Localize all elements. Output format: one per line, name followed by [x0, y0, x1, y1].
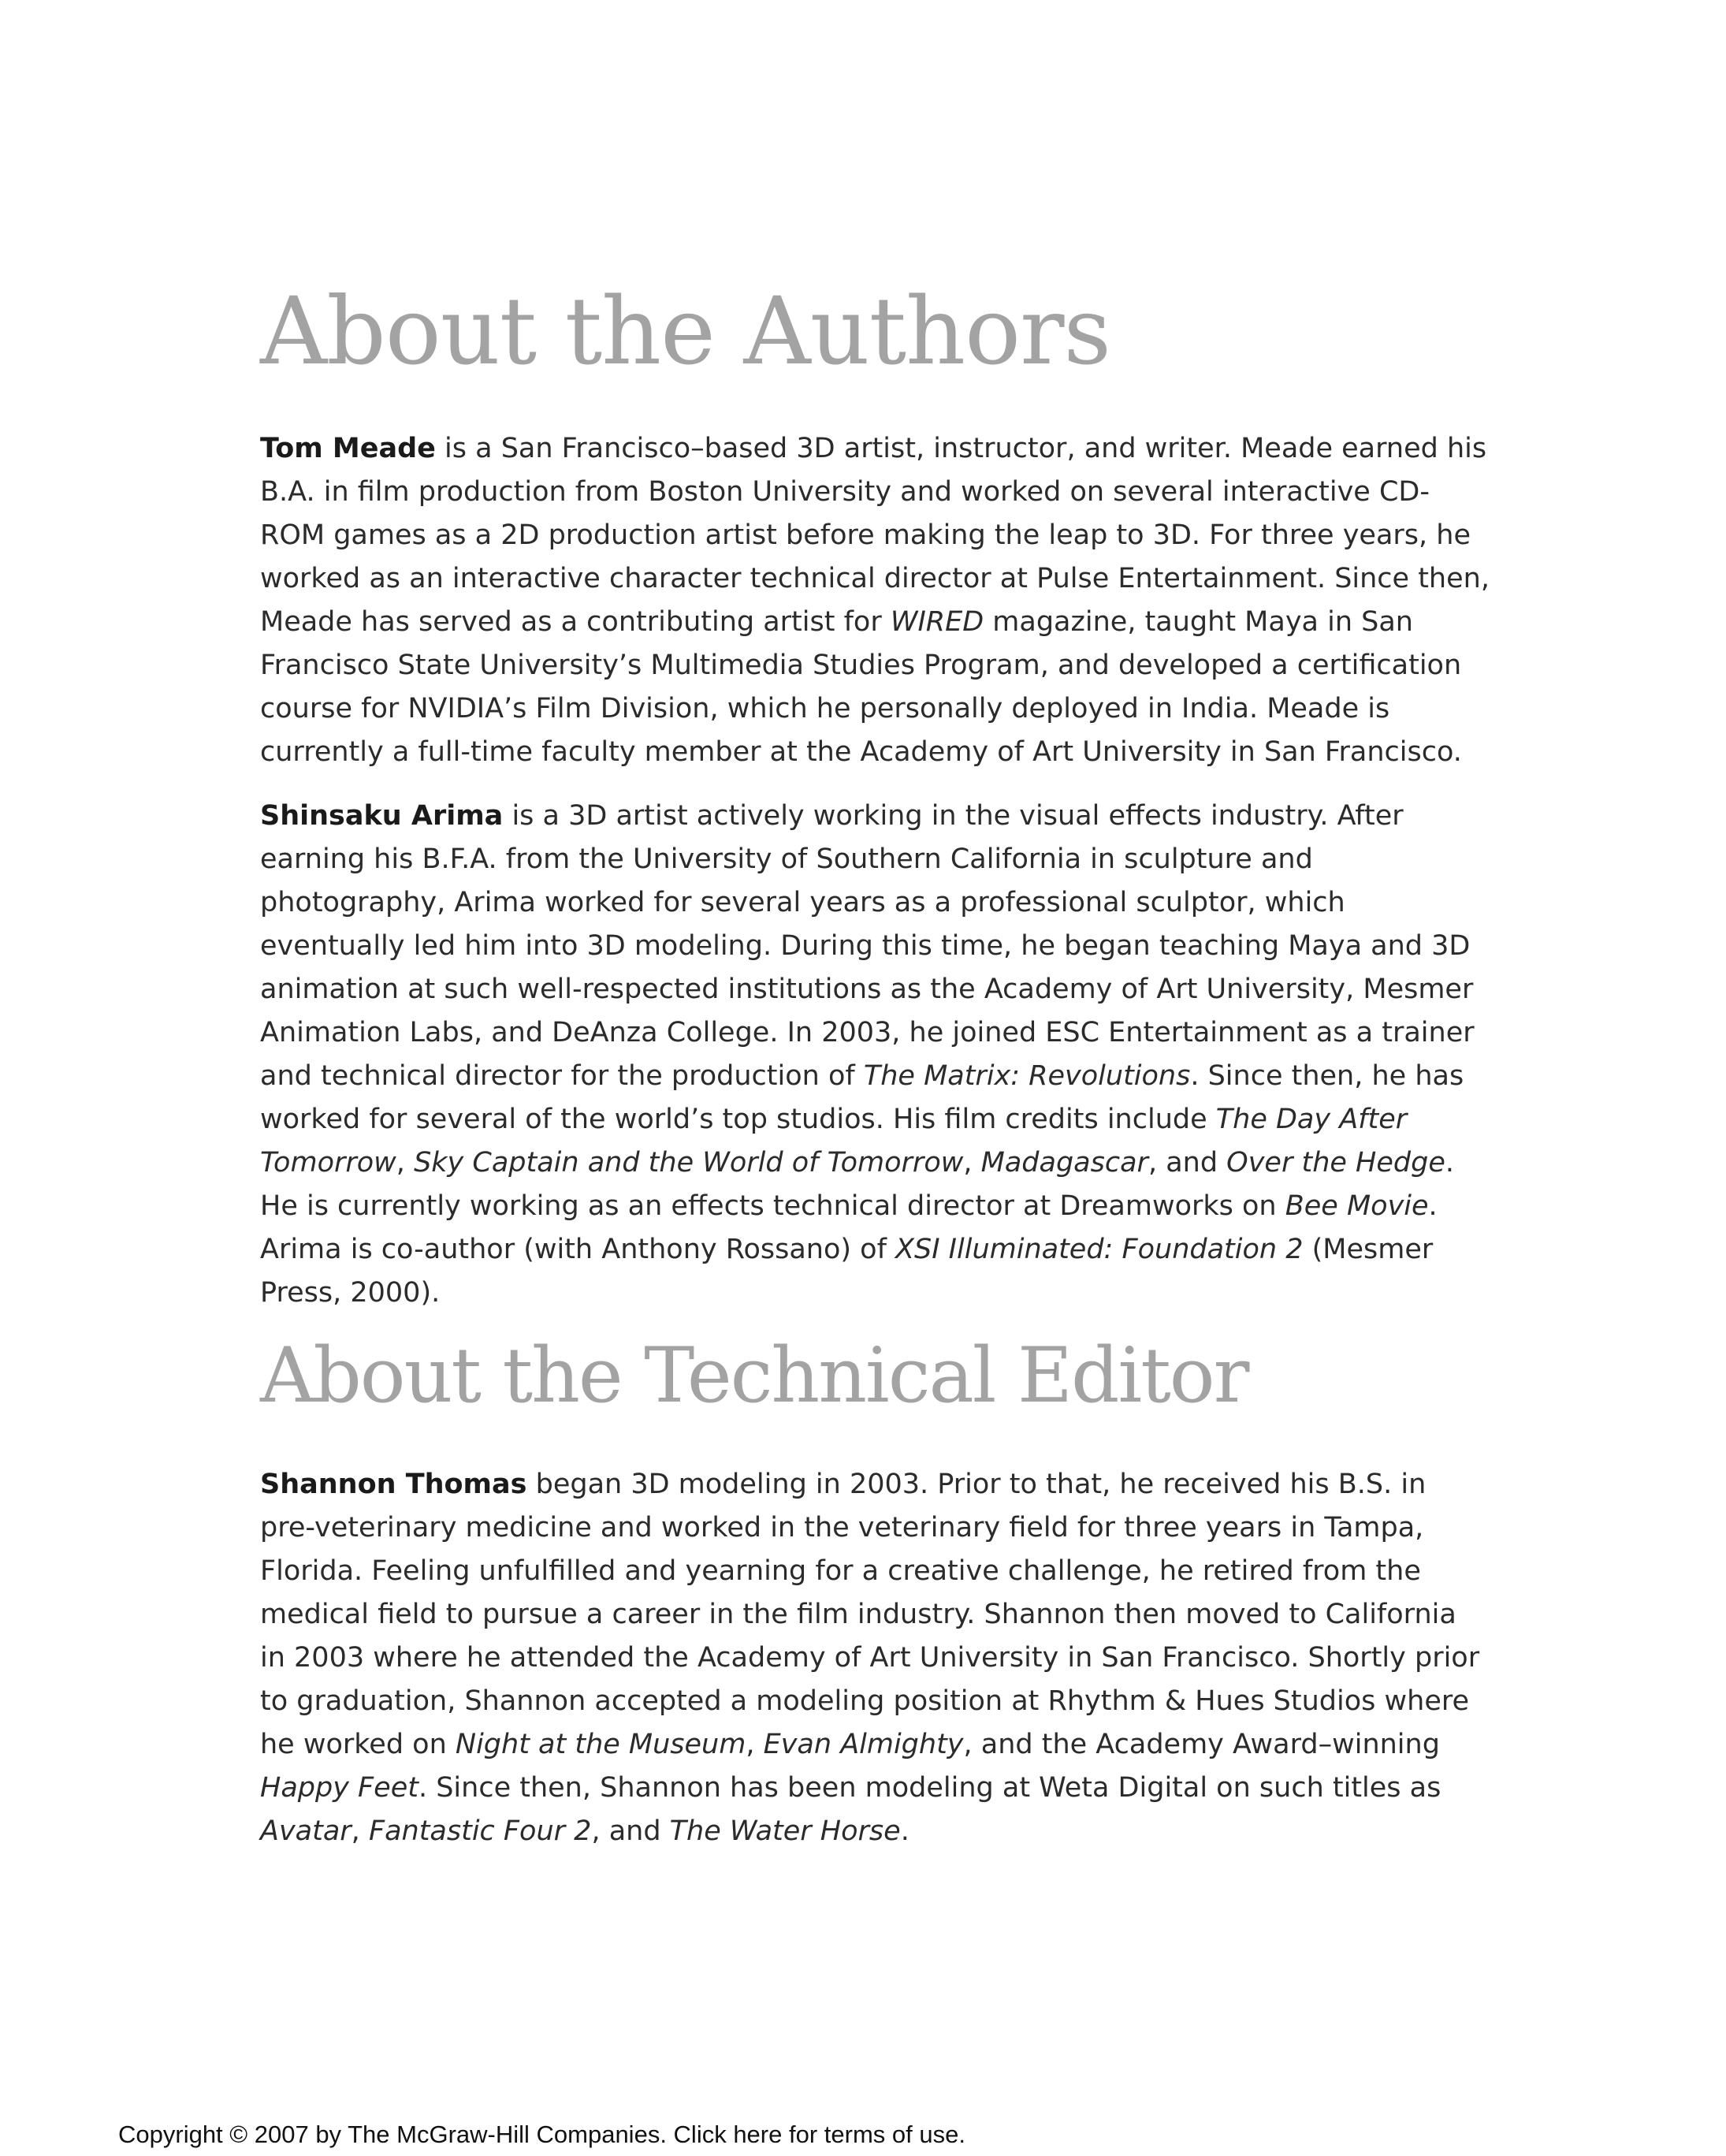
bio-text: . Arima is co-author (with Anthony Rossano) of: [260, 1190, 1438, 1265]
bio-text: ,: [351, 1815, 369, 1847]
bio-text: began 3D modeling in 2003. Prior to that, he received his B.S. in pre-veterinary medicine and worked in the veterinary field for three years in Tampa, Florida. Feeling unfulfilled and yearning for a creative challenge, he retired from the medical field to pursue a career in the film industry. Shannon then moved to California in 2003 where he attended the Academy of Art University in San Francisco. Shortly prior to graduation, Shannon accepted a modeling position at Rhythm & Hues Studios where he worked on: [260, 1469, 1480, 1760]
copyright-footer: [118, 2121, 965, 2149]
authors-heading: About the Authors: [260, 277, 1111, 385]
film-title: Fantastic Four 2: [368, 1815, 592, 1847]
film-title: The Water Horse: [669, 1815, 901, 1847]
bio-tom-meade: [260, 427, 1490, 774]
author-name: Shinsaku Arima: [260, 800, 504, 832]
bio-text: ,: [746, 1729, 764, 1760]
terms-of-use-link[interactable]: Click here for terms of use.: [673, 2121, 965, 2148]
film-title: The Day After Tomorrow: [260, 1104, 1408, 1179]
bio-shannon-thomas: [260, 1463, 1490, 1853]
bio-text: . Since then, Shannon has been modeling at Weta Digital on such titles as: [418, 1772, 1441, 1804]
bio-text: is a 3D artist actively working in the visual effects industry. After earning his B.F.A. from the University of Southern California in sculpture and photography, Arima worked for several years as a professional sculptor, which eventually led him into 3D modeling. During this time, he began teaching Maya and 3D animation at such well-respected institutions as the Academy of Art University, Mesmer Animation Labs, and DeAnza College. In 2003, he joined ESC Entertainment as a trainer and technical director for the production of: [260, 800, 1475, 1092]
film-title: Happy Feet: [260, 1772, 418, 1804]
bio-text: , and: [1148, 1147, 1227, 1179]
book-title: XSI Illuminated: Foundation 2: [895, 1234, 1304, 1265]
film-title: Madagascar: [980, 1147, 1148, 1179]
film-title: Sky Captain and the World of Tomorrow: [414, 1147, 964, 1179]
editor-heading: About the Technical Editor: [260, 1331, 1248, 1420]
author-name: Tom Meade: [260, 433, 436, 464]
film-title: Evan Almighty: [763, 1729, 964, 1760]
bio-text: , and the Academy Award–winning: [963, 1729, 1440, 1760]
bio-text: magazine, taught Maya in San Francisco State University’s Multimedia Studies Program, and developed a certification course for NVIDIA’s Film Division, which he personally deployed in India. Meade is currently a full-time faculty member at the Academy of Art University in San Francisco.: [260, 606, 1462, 768]
bio-text: . Since then, he has worked for several of the world’s top studios. His film credits include: [260, 1060, 1464, 1135]
film-title: Night at the Museum: [455, 1729, 746, 1760]
bio-shinsaku-arima: [260, 795, 1490, 1315]
bio-text: ,: [963, 1147, 981, 1179]
copyright-text: Copyright © 2007 by The McGraw-Hill Companies.: [118, 2121, 674, 2148]
film-title: Bee Movie: [1285, 1190, 1429, 1222]
bio-text: . He is currently working as an effects technical director at Dreamworks on: [260, 1147, 1455, 1222]
film-title: The Matrix: Revolutions: [863, 1060, 1191, 1092]
bio-text: , and: [591, 1815, 670, 1847]
editor-name: Shannon Thomas: [260, 1469, 527, 1500]
bio-text: is a San Francisco–based 3D artist, instructor, and writer. Meade earned his B.A. in film production from Boston University and worked on several interactive CD-ROM games as a 2D production artist before making the leap to 3D. For three years, he worked as an interactive character technical director at Pulse Entertainment. Since then, Meade has served as a contributing artist for: [260, 433, 1490, 638]
bio-text: ,: [396, 1147, 415, 1179]
film-title: Over the Hedge: [1226, 1147, 1445, 1179]
bio-text: (Mesmer Press, 2000).: [260, 1234, 1434, 1309]
bio-text: .: [900, 1815, 909, 1847]
publication-title: WIRED: [890, 606, 984, 638]
film-title: Avatar: [260, 1815, 352, 1847]
